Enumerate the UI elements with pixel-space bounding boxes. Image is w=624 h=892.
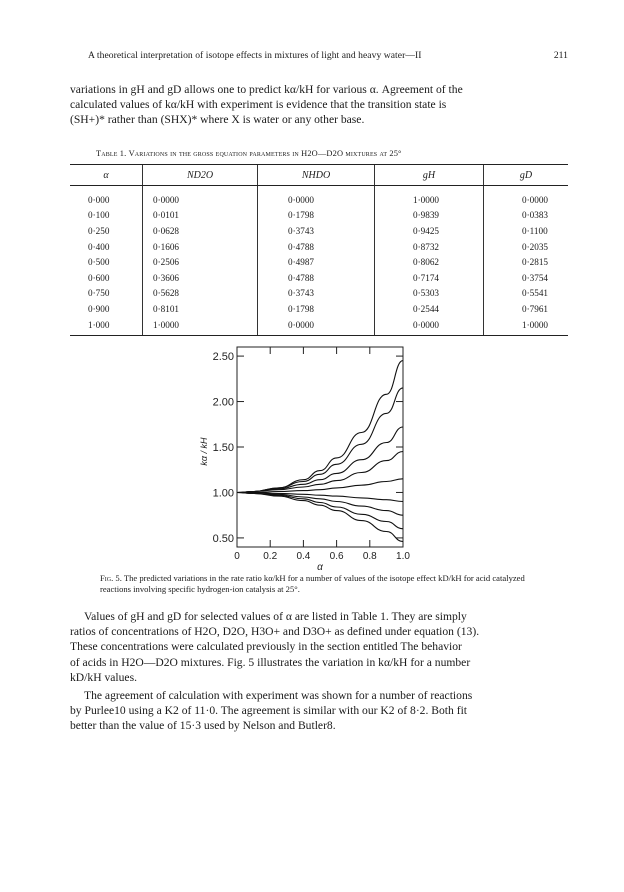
cell-nhdo: 0·4987: [258, 254, 375, 270]
cell-nd2o: 0·0000: [143, 186, 258, 208]
series-line-6: [237, 493, 403, 502]
y-axis-label: kα / kH: [199, 437, 209, 466]
body-paragraph-1: [70, 609, 568, 685]
series-line-4: [237, 452, 403, 493]
table-caption: [96, 149, 566, 158]
intro-line-2: calculated values of kα/kH with experiment is evidence that the transition state is: [70, 98, 447, 112]
series-line-2: [237, 388, 403, 493]
cell-nd2o: 0·1606: [143, 239, 258, 255]
cell-alpha: 0·100: [88, 210, 110, 221]
cell-gh: 0·9425: [375, 223, 484, 239]
table-row: [70, 254, 568, 270]
series-line-3: [237, 427, 403, 493]
table-row: [70, 286, 568, 302]
cell-nd2o: 0·5628: [143, 286, 258, 302]
cell-nhdo: 0·3743: [258, 223, 375, 239]
cell-gd: 0·3754: [484, 270, 569, 286]
body1-line-3: These concentrations were calculated previously in the section entitled The behavior: [70, 640, 462, 654]
table-header-row: [70, 165, 568, 186]
series-line-1: [237, 361, 403, 493]
cell-alpha: 0·900: [88, 303, 110, 314]
table-row: [70, 317, 568, 336]
table-row: [70, 239, 568, 255]
cell-gd: 0·7961: [484, 301, 569, 317]
cell-alpha: 0·000: [88, 194, 110, 205]
plot-frame: [237, 347, 403, 547]
cell-alpha: 0·400: [88, 241, 110, 252]
cell-gd: 0·0000: [484, 186, 569, 208]
series-line-9: [237, 493, 403, 542]
cell-alpha: 0·600: [88, 272, 110, 283]
x-tick-label: 0.4: [296, 551, 311, 562]
cell-nhdo: 0·3743: [258, 286, 375, 302]
intro-line-3: (SH+)* rather than (SHX)* where X is water or any other base.: [70, 113, 365, 127]
series-line-5: [237, 479, 403, 493]
cell-nhdo: 0·0000: [258, 186, 375, 208]
cell-nd2o: 0·3606: [143, 270, 258, 286]
x-axis-label: α: [317, 562, 323, 573]
x-tick-label: 1.0: [396, 551, 410, 562]
x-tick-label: 0.6: [329, 551, 344, 562]
series-line-7: [237, 493, 403, 516]
x-tick-label: 0.8: [362, 551, 377, 562]
y-tick-label: 1.50: [212, 442, 234, 454]
parameters-table: [70, 164, 568, 336]
cell-gd: 0·1100: [484, 223, 569, 239]
body1-line-4: of acids in H2O—D2O mixtures. Fig. 5 illustrates the variation in kα/kH for a number: [70, 655, 471, 669]
running-head-title: A theoretical interpretation of isotope effects in mixtures of light and heavy water—II: [88, 50, 422, 61]
y-tick-label: 2.00: [212, 396, 234, 409]
cell-nd2o: 0·0101: [143, 208, 258, 224]
cell-gh: 0·5303: [375, 286, 484, 302]
table-row: [70, 223, 568, 239]
table-caption-text: Variations in the gross equation parameters in H2O—D2O mixtures at 25°: [128, 149, 402, 158]
cell-gh: 0·8062: [375, 254, 484, 270]
running-head: [88, 50, 568, 61]
body2-line-3: better than the value of 15·3 used by Nelson and Butler8.: [70, 719, 336, 733]
cell-gh: 1·0000: [375, 186, 484, 208]
cell-gd: 0·2035: [484, 239, 569, 255]
body2-line-2: by Purlee10 using a K2 of 11·0. The agreement is similar with our K2 of 8·2. Both fit: [70, 704, 468, 718]
cell-nhdo: 0·1798: [258, 208, 375, 224]
cell-gh: 0·0000: [375, 317, 484, 336]
cell-nhdo: 0·0000: [258, 317, 375, 336]
cell-nhdo: 0·4788: [258, 239, 375, 255]
y-tick-label: 0.50: [212, 532, 234, 545]
cell-gd: 0·5541: [484, 286, 569, 302]
cell-nd2o: 0·8101: [143, 301, 258, 317]
table-row: [70, 208, 568, 224]
figure-caption-label: Fig. 5.: [100, 573, 122, 583]
header-nhdo: NHDO: [258, 165, 375, 186]
x-tick-label: 0.2: [263, 551, 278, 562]
cell-gd: 0·0383: [484, 208, 569, 224]
table-row: [70, 270, 568, 286]
cell-nd2o: 1·0000: [143, 317, 258, 336]
y-tick-label: 2.50: [212, 351, 234, 364]
cell-gh: 0·7174: [375, 270, 484, 286]
cell-gh: 0·8732: [375, 239, 484, 255]
figure-caption-text: The predicted variations in the rate ratio kα/kH for a number of values of the isotope effect kD/kH for acid catalyzed reactions involving specific hydrogen-ion catalysis at 25°.: [100, 573, 525, 594]
cell-gh: 0·9839: [375, 208, 484, 224]
header-alpha: α: [70, 165, 143, 186]
figure-caption: [100, 573, 540, 595]
cell-alpha: 0·750: [88, 288, 110, 299]
page-number: 211: [553, 50, 568, 61]
table-caption-label: Table 1.: [96, 149, 127, 158]
x-tick-label: 0: [234, 551, 240, 562]
header-gd: gD: [484, 165, 569, 186]
body1-line-5: kD/kH values.: [70, 670, 137, 684]
table-row: [70, 301, 568, 317]
cell-gd: 0·2815: [484, 254, 569, 270]
cell-alpha: 1·000: [70, 317, 143, 336]
header-gh: gH: [375, 165, 484, 186]
header-nd2o: ND2O: [143, 165, 258, 186]
intro-paragraph: [70, 82, 568, 128]
cell-gd: 1·0000: [484, 317, 569, 336]
cell-nd2o: 0·2506: [143, 254, 258, 270]
cell-gh: 0·2544: [375, 301, 484, 317]
cell-nd2o: 0·0628: [143, 223, 258, 239]
body1-line-1: Values of gH and gD for selected values of α are listed in Table 1. They are simply: [84, 610, 467, 623]
cell-nhdo: 0·1798: [258, 301, 375, 317]
body1-line-2: ratios of concentrations of H2O, D2O, H3O+ and D3O+ as defined under equation (13).: [70, 625, 480, 639]
cell-alpha: 0·250: [88, 225, 110, 236]
y-tick-label: 1.00: [212, 487, 234, 500]
series-line-8: [237, 493, 403, 529]
intro-line-1: variations in gH and gD allows one to predict kα/kH for various α. Agreement of the: [70, 83, 463, 96]
cell-nhdo: 0·4788: [258, 270, 375, 286]
body-paragraph-2: [70, 688, 568, 734]
body2-line-1: The agreement of calculation with experiment was shown for a number of reactions: [84, 689, 473, 702]
table-row: [70, 186, 568, 208]
cell-alpha: 0·500: [88, 257, 110, 268]
